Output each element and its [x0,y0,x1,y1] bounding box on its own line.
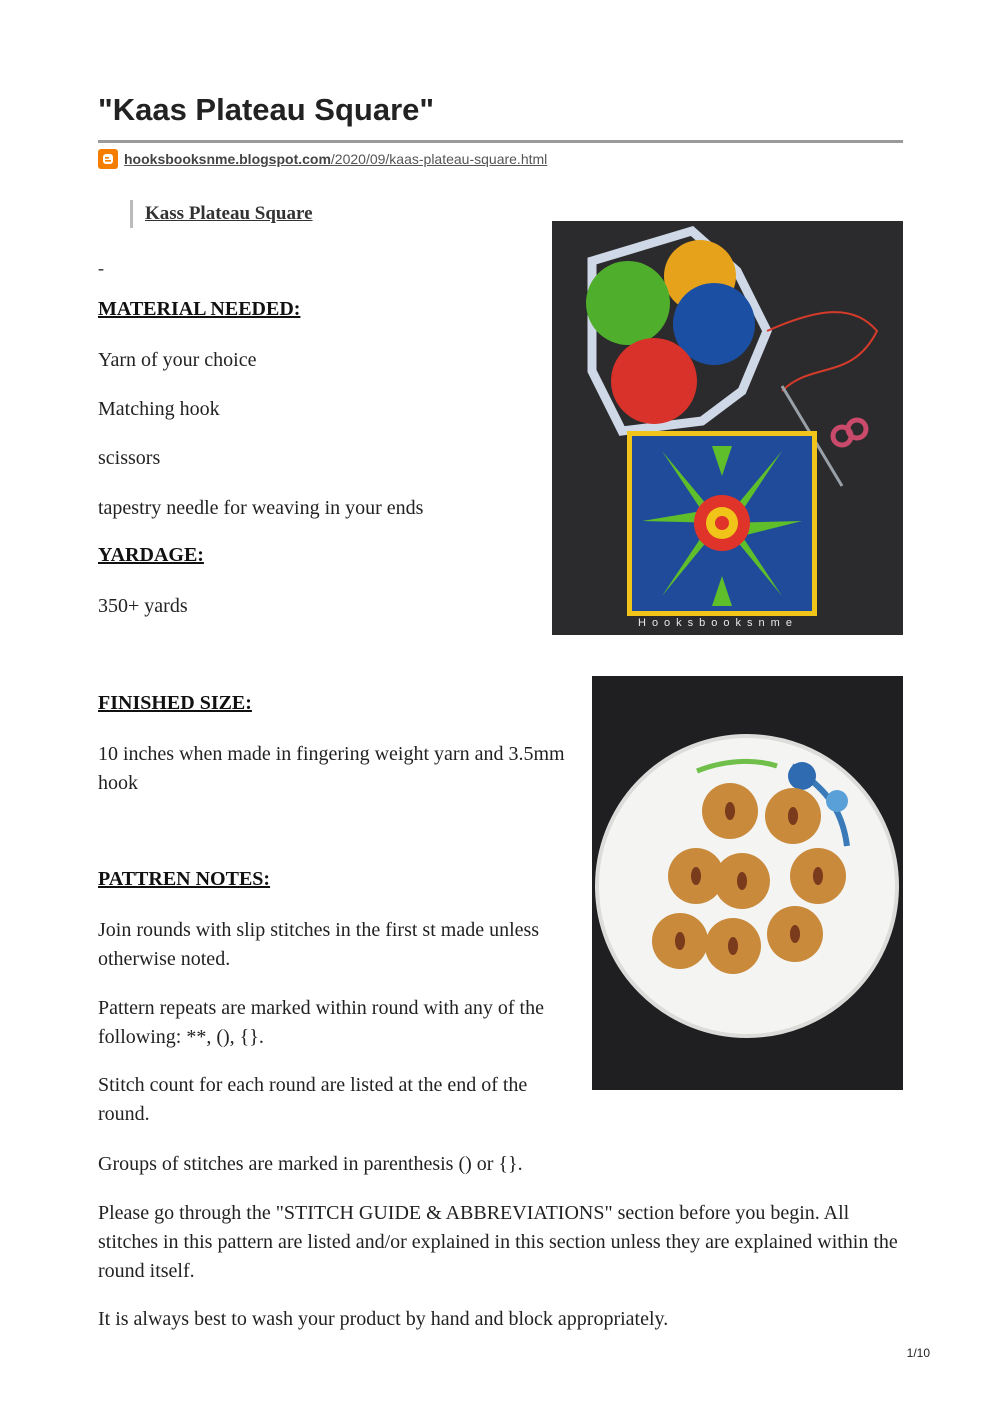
title-divider [98,140,903,143]
note-paragraph: Join rounds with slip stitches in the first st made unless otherwise noted. [98,919,540,970]
material-item: tapestry needle for weaving in your ends [98,497,424,519]
source-url-link[interactable]: hooksbooksnme.blogspot.com/2020/09/kaas-plateau-square.html [124,151,548,167]
crochet-square-photo [552,221,903,635]
note-paragraph: It is always best to wash your product by hand and block appropriately. [98,1308,669,1330]
page-number: 1/10 [906,1346,930,1360]
blockquote [130,200,313,228]
notes-heading: PATTREN NOTES: [98,868,271,890]
sweets-plate-photo [592,676,903,1090]
note-paragraph: Stitch count for each round are listed at the end of the round. [98,1074,528,1125]
page-title: "Kaas Plateau Square" [98,92,435,127]
material-item: Matching hook [98,398,220,420]
note-paragraph: Groups of stitches are marked in parenthesis () or {}. [98,1153,523,1175]
material-heading: MATERIAL NEEDED: [98,298,301,320]
note-paragraph: Pattern repeats are marked within round with any of the following: **, (), {}. [98,997,544,1048]
yardage-value: 350+ yards [98,595,188,617]
blogger-icon [98,149,118,169]
note-paragraph: Please go through the "STITCH GUIDE & ABBREVIATIONS" section before you begin. All stitches in this pattern are listed and/or explained in this section unless they are explained within the round itself. [98,1202,898,1282]
size-value: 10 inches when made in fingering weight yarn and 3.5mm hook [98,743,565,794]
dash-separator: - [98,258,104,278]
yardage-heading: YARDAGE: [98,544,204,566]
size-heading: FINISHED SIZE: [98,692,252,714]
material-item: Yarn of your choice [98,349,257,371]
quote-title-link[interactable]: Kass Plateau Square [145,203,313,224]
material-item: scissors [98,447,161,469]
source-link-row [98,148,547,170]
watermark: Hooksbooksnme [638,617,798,629]
